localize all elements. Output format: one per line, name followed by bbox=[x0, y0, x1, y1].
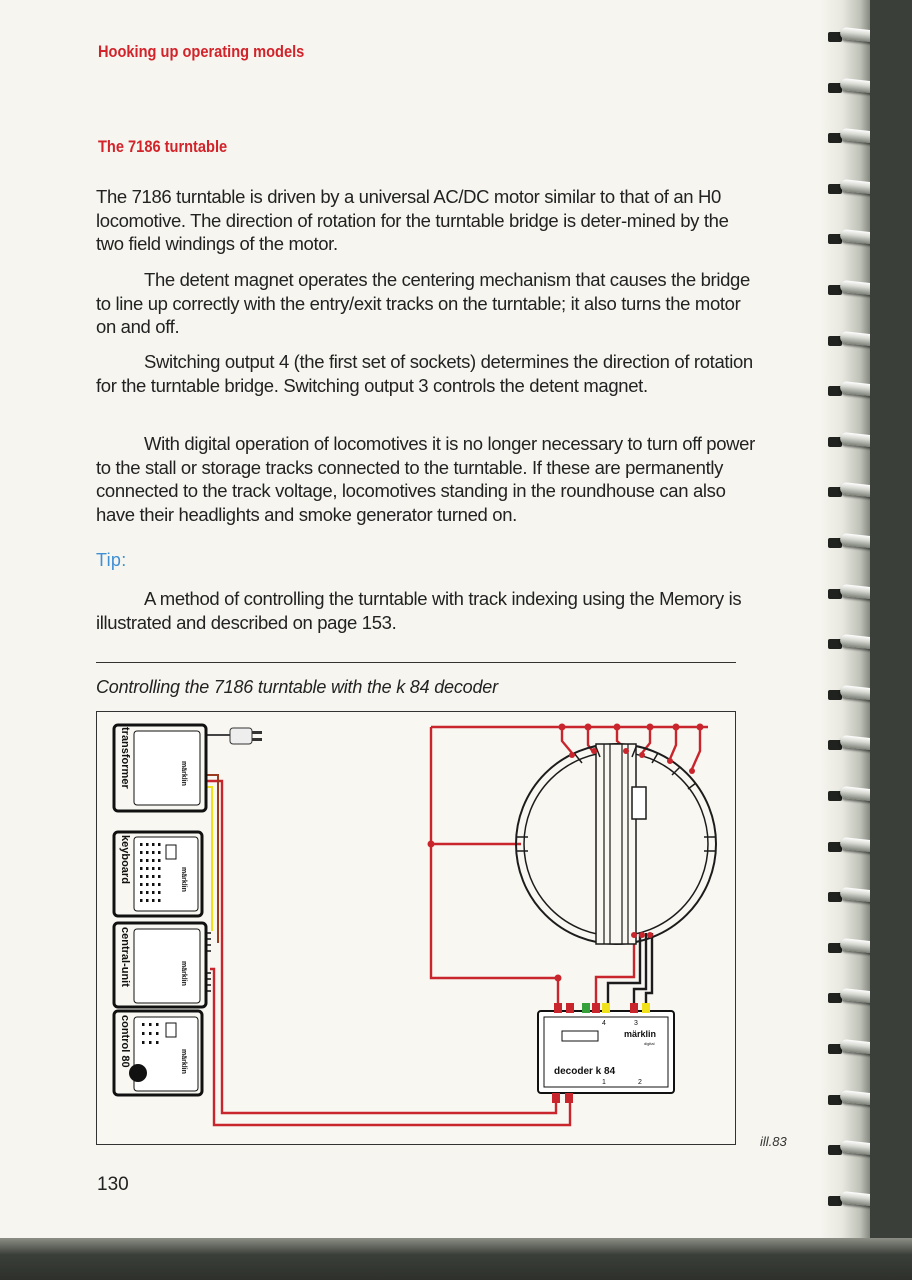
binding-coil bbox=[826, 79, 870, 99]
decoder-port-3: 3 bbox=[634, 1020, 638, 1027]
binding-wire bbox=[840, 77, 870, 95]
page-shadow bbox=[0, 1238, 912, 1280]
paragraph-motor: The 7186 turntable is driven by a universal AC/DC motor similar to that of an H0 locomotive. The direction of rotation for the turntable bridge is deter-mined by the two field windings of the motor. bbox=[96, 186, 729, 254]
decoder-brand-sub: digital bbox=[644, 1041, 655, 1046]
key-dot bbox=[149, 1023, 152, 1026]
key-dot bbox=[140, 867, 143, 870]
illustration-number: ill.83 bbox=[760, 1134, 787, 1149]
key-dot bbox=[152, 875, 155, 878]
binding-coil bbox=[826, 534, 870, 554]
key-dot bbox=[140, 875, 143, 878]
wiring-diagram bbox=[96, 711, 736, 1145]
decoder-port-2: 2 bbox=[638, 1079, 642, 1086]
binding-coil bbox=[826, 230, 870, 250]
binding-wire bbox=[840, 27, 870, 45]
binding-coil bbox=[826, 585, 870, 605]
transformer-label: transformer bbox=[119, 727, 131, 789]
control-80-brand: märklin bbox=[180, 1049, 187, 1074]
binding-wire bbox=[840, 280, 870, 298]
key-dot bbox=[142, 1032, 145, 1035]
paragraph-switching-outputs: Switching output 4 (the first set of sockets) determines the direction of rotation for the turntable bridge. Switching output 3 controls the detent magnet. bbox=[96, 351, 753, 396]
key-dot bbox=[146, 851, 149, 854]
binding-wire bbox=[840, 887, 870, 905]
key-dot bbox=[140, 859, 143, 862]
key-dot bbox=[158, 851, 161, 854]
page-number: 130 bbox=[97, 1174, 129, 1195]
binding-coil bbox=[826, 635, 870, 655]
key-dot bbox=[158, 875, 161, 878]
binding-wire bbox=[840, 128, 870, 146]
binding-coil bbox=[826, 939, 870, 959]
binding-coil bbox=[826, 1091, 870, 1111]
binding-wire bbox=[840, 988, 870, 1006]
paragraph-digital-operation: With digital operation of locomotives it is no longer necessary to turn off power to the stall or storage tracks connected to the turntable. If these are permanently connected to the track voltage, locomotives standing in the roundhouse can also have their headlights and smoke generator turned on. bbox=[96, 433, 755, 525]
key-dot bbox=[140, 891, 143, 894]
key-dot bbox=[152, 883, 155, 886]
subsection-title: The 7186 turntable bbox=[98, 137, 228, 156]
key-dot bbox=[152, 899, 155, 902]
key-dot bbox=[140, 883, 143, 886]
binding-wire bbox=[840, 229, 870, 247]
control-80-device bbox=[114, 1011, 202, 1095]
binding-coil bbox=[826, 281, 870, 301]
central-unit-device bbox=[114, 923, 211, 1007]
binding-wire bbox=[840, 432, 870, 450]
binding-wire bbox=[840, 1191, 870, 1209]
key-dot bbox=[146, 883, 149, 886]
key-dot bbox=[156, 1041, 159, 1044]
paragraph-detent-magnet: The detent magnet operates the centering mechanism that causes the bridge to line up correctly with the entry/exit tracks on the turntable; it also turns the motor on and off. bbox=[96, 269, 750, 337]
key-dot bbox=[142, 1023, 145, 1026]
key-dot bbox=[149, 1041, 152, 1044]
key-dot bbox=[156, 1023, 159, 1026]
binding-wire bbox=[840, 685, 870, 703]
key-dot bbox=[149, 1032, 152, 1035]
binding-coil bbox=[826, 736, 870, 756]
key-dot bbox=[146, 859, 149, 862]
binding-coil bbox=[826, 1141, 870, 1161]
figure-divider bbox=[96, 662, 736, 663]
figure-caption: Controlling the 7186 turntable with the k 84 decoder bbox=[96, 677, 498, 697]
key-dot bbox=[140, 899, 143, 902]
wiring-diagram-svg bbox=[96, 711, 736, 1145]
key-dot bbox=[156, 1032, 159, 1035]
central-unit-brand: märklin bbox=[180, 961, 187, 986]
binding-wire bbox=[840, 1140, 870, 1158]
key-dot bbox=[158, 867, 161, 870]
binding-wire bbox=[840, 938, 870, 956]
binding-coil bbox=[826, 129, 870, 149]
key-dot bbox=[158, 883, 161, 886]
decoder-brand: märklin bbox=[624, 1029, 657, 1039]
key-dot bbox=[152, 851, 155, 854]
binding-coil bbox=[826, 1192, 870, 1212]
key-dot bbox=[146, 891, 149, 894]
key-dot bbox=[158, 899, 161, 902]
key-dot bbox=[146, 867, 149, 870]
binding-coil bbox=[826, 686, 870, 706]
binding-coil bbox=[826, 838, 870, 858]
binding-wire bbox=[840, 179, 870, 197]
key-dot bbox=[140, 851, 143, 854]
binding-coil bbox=[826, 1040, 870, 1060]
binding-wire bbox=[840, 482, 870, 500]
binding-wire bbox=[840, 381, 870, 399]
key-dot bbox=[158, 891, 161, 894]
binding-coil bbox=[826, 332, 870, 352]
transformer-device bbox=[114, 725, 206, 811]
binding-wire bbox=[840, 836, 870, 854]
binding-coil bbox=[826, 888, 870, 908]
key-dot bbox=[146, 843, 149, 846]
keyboard-label: keyboard bbox=[119, 835, 131, 884]
key-dot bbox=[158, 859, 161, 862]
keyboard-device bbox=[114, 832, 202, 916]
decoder-k84 bbox=[538, 1003, 674, 1103]
binding-wire bbox=[840, 583, 870, 601]
binding-coil bbox=[826, 433, 870, 453]
key-dot bbox=[142, 1041, 145, 1044]
key-dot bbox=[158, 843, 161, 846]
key-dot bbox=[146, 875, 149, 878]
key-dot bbox=[152, 859, 155, 862]
binding-coil bbox=[826, 989, 870, 1009]
binding-coil bbox=[826, 382, 870, 402]
binding-wire bbox=[840, 1089, 870, 1107]
binding-coil bbox=[826, 483, 870, 503]
decoder-name: decoder k 84 bbox=[554, 1066, 616, 1077]
binding-wire bbox=[840, 786, 870, 804]
key-dot bbox=[152, 843, 155, 846]
binding-coil bbox=[826, 28, 870, 48]
transformer-brand: märklin bbox=[180, 761, 187, 786]
key-dot bbox=[146, 899, 149, 902]
tip-label: Tip: bbox=[96, 550, 127, 570]
key-dot bbox=[152, 867, 155, 870]
binding-coil bbox=[826, 787, 870, 807]
binding-wire bbox=[840, 735, 870, 753]
tip-text: A method of controlling the turntable with track indexing using the Memory is illustrated and described on page 153. bbox=[96, 588, 742, 633]
central-unit-label: central-unit bbox=[119, 927, 131, 987]
key-dot bbox=[140, 843, 143, 846]
binding-wire bbox=[840, 1039, 870, 1057]
binding-coil bbox=[826, 180, 870, 200]
binding-wire bbox=[840, 634, 870, 652]
binding-wire bbox=[840, 533, 870, 551]
decoder-port-1: 1 bbox=[602, 1079, 606, 1086]
control-80-label: control 80 bbox=[119, 1015, 131, 1068]
keyboard-brand: märklin bbox=[180, 867, 187, 892]
section-header: Hooking up operating models bbox=[98, 42, 305, 61]
decoder-port-4: 4 bbox=[602, 1020, 606, 1027]
binding-wire bbox=[840, 330, 870, 348]
key-dot bbox=[152, 891, 155, 894]
decoder-sockets-top bbox=[554, 1003, 650, 1013]
